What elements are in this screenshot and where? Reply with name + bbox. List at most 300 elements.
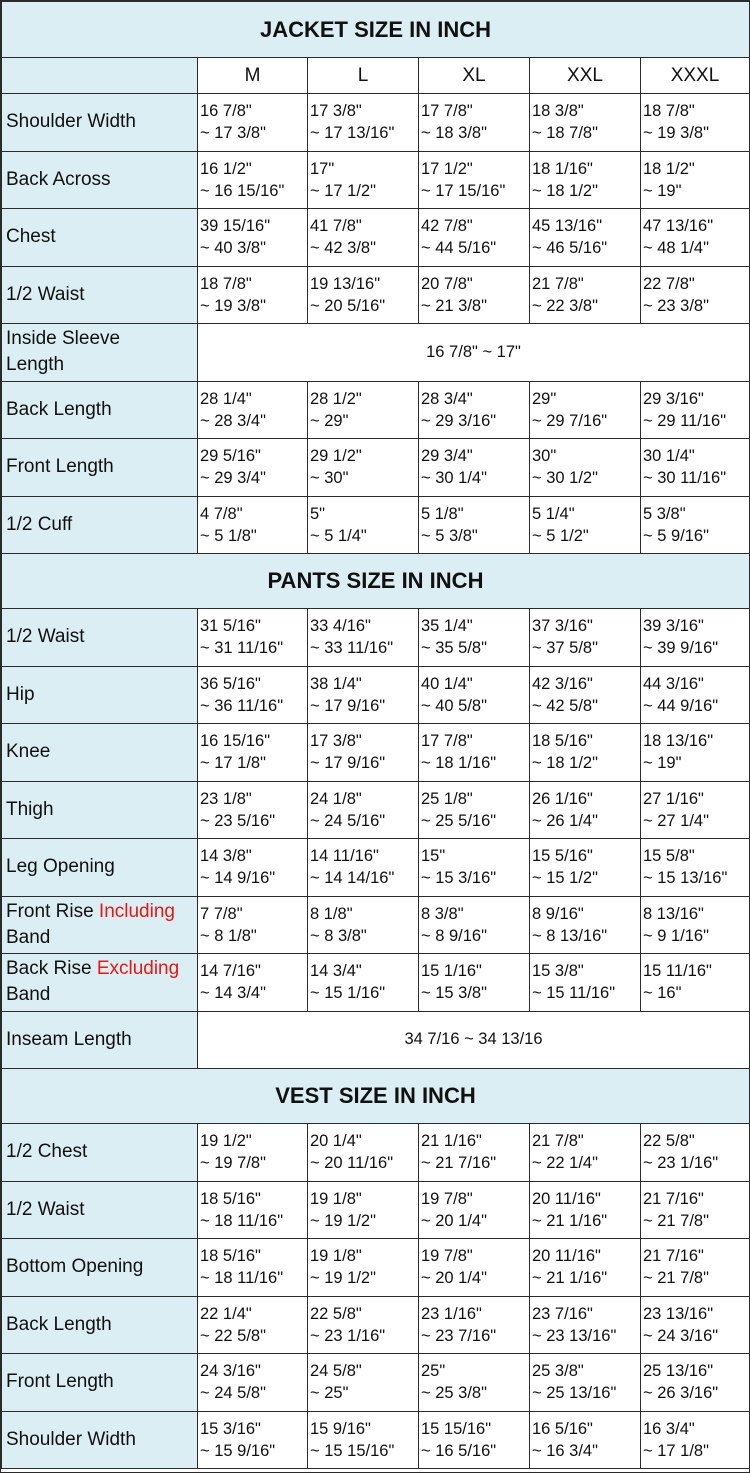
- size-table: [1, 1, 750, 1469]
- range-min: 21 1/16": [421, 1132, 482, 1151]
- value-cell: [198, 1239, 308, 1297]
- range-min: 16 1/2": [200, 159, 252, 178]
- range-max: ~ 39 9/16": [643, 639, 719, 658]
- range-min: 39 15/16": [200, 217, 271, 236]
- range-max: ~ 14 14/16": [310, 869, 395, 888]
- measurement-label: 1/2 Waist: [2, 1181, 198, 1239]
- range-max: ~ 15 3/8": [421, 984, 487, 1003]
- measurement-label: [2, 896, 198, 954]
- section-title: PANTS SIZE IN INCH: [2, 554, 750, 609]
- range-max: ~ 17 15/16": [421, 181, 506, 200]
- range-max: ~ 5 3/8": [421, 526, 478, 545]
- value-cell: [198, 266, 308, 324]
- size-header-m: M: [198, 58, 308, 94]
- value-cell: [641, 94, 750, 152]
- range-max: ~ 48 1/4": [643, 239, 709, 258]
- value-cell: [641, 954, 750, 1012]
- range-max: ~ 15 1/2": [532, 869, 598, 888]
- measurement-row: [2, 266, 750, 324]
- measurement-row: [2, 954, 750, 1012]
- label-line: Length: [6, 354, 65, 376]
- range-min: 8 1/8": [310, 904, 353, 923]
- label-line: Band: [6, 926, 51, 948]
- size-header-l: L: [308, 58, 419, 94]
- range-min: 20 11/16": [532, 1247, 601, 1266]
- size-header-xxl: XXL: [530, 58, 641, 94]
- measurement-row: [2, 1124, 750, 1182]
- value-cell: [641, 896, 750, 954]
- range-min: 15 9/16": [310, 1419, 371, 1438]
- range-min: 29 3/16": [643, 389, 704, 408]
- range-max: ~ 42 5/8": [532, 696, 598, 715]
- range-min: 16 5/16": [532, 1419, 593, 1438]
- range-min: 30 1/4": [643, 447, 695, 466]
- range-min: 4 7/8": [200, 504, 243, 523]
- value-cell: [530, 209, 641, 267]
- range-max: ~ 30": [310, 469, 349, 488]
- range-min: 21 7/8": [532, 274, 584, 293]
- value-cell: [419, 666, 530, 724]
- value-cell: [419, 724, 530, 782]
- value-cell: [419, 439, 530, 497]
- range-max: ~ 15 3/16": [421, 869, 497, 888]
- range-min: 16 7/8": [200, 102, 252, 121]
- value-cell: [530, 724, 641, 782]
- range-max: ~ 24 5/8": [200, 1384, 266, 1403]
- range-max: ~ 15 11/16": [532, 984, 616, 1003]
- range-min: 40 1/4": [421, 674, 473, 693]
- range-min: 15 11/16": [643, 962, 712, 981]
- range-max: ~ 29 7/16": [532, 411, 608, 430]
- range-max: ~ 40 5/8": [421, 696, 487, 715]
- range-min: 42 3/16": [532, 674, 593, 693]
- value-cell: [308, 666, 419, 724]
- range-max: ~ 23 7/16": [421, 1326, 497, 1345]
- value-cell: [308, 151, 419, 209]
- range-max: ~ 19 7/8": [200, 1154, 266, 1173]
- value-cell: [308, 781, 419, 839]
- value-cell: [530, 954, 641, 1012]
- range-max: ~ 22 3/8": [532, 296, 598, 315]
- measurement-label: Back Length: [2, 1296, 198, 1354]
- range-min: 20 7/8": [421, 274, 473, 293]
- range-max: ~ 19 3/8": [200, 296, 266, 315]
- range-max: ~ 17 13/16": [310, 124, 395, 143]
- range-min: 17 3/8": [310, 102, 362, 121]
- range-max: ~ 22 5/8": [200, 1326, 266, 1345]
- value-cell: [419, 1124, 530, 1182]
- value-cell: [530, 1239, 641, 1297]
- value-cell: [419, 896, 530, 954]
- measurement-row: [2, 439, 750, 497]
- value-cell: [308, 381, 419, 439]
- value-cell: [308, 839, 419, 897]
- range-max: ~ 16 3/4": [532, 1441, 598, 1460]
- value-cell: [308, 209, 419, 267]
- range-min: 14 3/8": [200, 847, 252, 866]
- range-min: 5 1/4": [532, 504, 575, 523]
- range-min: 22 7/8": [643, 274, 695, 293]
- range-max: ~ 23 5/16": [200, 811, 276, 830]
- range-max: ~ 44 5/16": [421, 239, 497, 258]
- range-max: ~ 18 7/8": [532, 124, 598, 143]
- range-max: ~ 17 9/16": [310, 754, 386, 773]
- range-max: ~ 23 1/16": [643, 1154, 719, 1173]
- range-min: 20 11/16": [532, 1189, 601, 1208]
- range-min: 17 7/8": [421, 102, 473, 121]
- section-title: JACKET SIZE IN INCH: [2, 2, 750, 58]
- value-cell: [530, 839, 641, 897]
- header-corner-cell: [2, 58, 198, 94]
- range-max: ~ 21 1/16": [532, 1269, 608, 1288]
- range-max: ~ 15 13/16": [643, 869, 728, 888]
- measurement-label: 1/2 Chest: [2, 1124, 198, 1182]
- value-cell: [641, 609, 750, 667]
- value-cell: [308, 266, 419, 324]
- label-line: Inside Sleeve: [6, 328, 121, 350]
- range-max: ~ 17 1/2": [310, 181, 376, 200]
- range-min: 33 4/16": [310, 617, 371, 636]
- value-cell: [308, 609, 419, 667]
- range-min: 23 1/16": [421, 1304, 482, 1323]
- range-max: ~ 8 1/8": [200, 926, 257, 945]
- value-cell: [530, 896, 641, 954]
- value-cell: [641, 266, 750, 324]
- range-min: 38 1/4": [310, 674, 362, 693]
- value-cell: [308, 94, 419, 152]
- value-cell: [530, 266, 641, 324]
- measurement-label: Hip: [2, 666, 198, 724]
- range-min: 44 3/16": [643, 674, 704, 693]
- range-max: ~ 17 3/8": [200, 124, 266, 143]
- range-max: ~ 18 11/16": [200, 1269, 284, 1288]
- range-max: ~ 19": [643, 754, 682, 773]
- value-cell: [641, 1296, 750, 1354]
- measurement-row: [2, 724, 750, 782]
- value-cell: [419, 1354, 530, 1412]
- range-min: 23 7/16": [532, 1304, 593, 1323]
- measurement-row: [2, 781, 750, 839]
- value-cell: [198, 1354, 308, 1412]
- range-max: ~ 37 5/8": [532, 639, 598, 658]
- range-min: 22 1/4": [200, 1304, 252, 1323]
- value-cell: [198, 439, 308, 497]
- value-cell: [419, 839, 530, 897]
- value-cell: [419, 1239, 530, 1297]
- range-max: ~ 25 13/16": [532, 1384, 617, 1403]
- label-line: Band: [6, 984, 51, 1006]
- range-min: 20 1/4": [310, 1132, 362, 1151]
- value-cell: [419, 781, 530, 839]
- measurement-row: [2, 1239, 750, 1297]
- range-max: ~ 21 7/8": [643, 1269, 709, 1288]
- label-text: Front Rise: [6, 900, 99, 922]
- range-min: 17 3/8": [310, 732, 362, 751]
- range-min: 47 13/16": [643, 217, 714, 236]
- range-min: 25": [421, 1362, 446, 1381]
- range-min: 15 5/16": [532, 847, 593, 866]
- measurement-row: [2, 324, 750, 382]
- measurement-label: Leg Opening: [2, 839, 198, 897]
- value-cell: [308, 1411, 419, 1469]
- range-min: 18 7/8": [643, 102, 695, 121]
- value-cell: [308, 496, 419, 554]
- range-max: ~ 21 3/8": [421, 296, 487, 315]
- value-cell: [308, 439, 419, 497]
- range-min: 8 9/16": [532, 904, 584, 923]
- range-min: 26 1/16": [532, 789, 593, 808]
- range-max: ~ 30 1/4": [421, 469, 487, 488]
- value-cell: [419, 496, 530, 554]
- range-max: ~ 35 5/8": [421, 639, 487, 658]
- section-title-row: [2, 554, 750, 609]
- measurement-label: 1/2 Waist: [2, 609, 198, 667]
- range-min: 25 13/16": [643, 1362, 714, 1381]
- range-min: 19 1/8": [310, 1247, 362, 1266]
- range-max: ~ 26 1/4": [532, 811, 598, 830]
- range-max: ~ 40 3/8": [200, 239, 266, 258]
- measurement-label: 1/2 Cuff: [2, 496, 198, 554]
- range-min: 19 13/16": [310, 274, 381, 293]
- range-max: ~ 25": [310, 1384, 349, 1403]
- measurement-row: [2, 151, 750, 209]
- value-cell: [419, 1181, 530, 1239]
- value-cell: [198, 1296, 308, 1354]
- range-max: ~ 24 3/16": [643, 1326, 719, 1345]
- measurement-label: Front Length: [2, 439, 198, 497]
- measurement-row: [2, 1181, 750, 1239]
- value-cell: [641, 1354, 750, 1412]
- value-cell: [530, 94, 641, 152]
- value-cell: [198, 1181, 308, 1239]
- measurement-label: Front Length: [2, 1354, 198, 1412]
- range-max: ~ 19 3/8": [643, 124, 709, 143]
- spanning-value-cell: 16 7/8" ~ 17": [198, 324, 750, 382]
- range-min: 24 5/8": [310, 1362, 362, 1381]
- range-min: 25 3/8": [532, 1362, 584, 1381]
- measurement-row: [2, 666, 750, 724]
- range-min: 25 1/8": [421, 789, 473, 808]
- measurement-label: Shoulder Width: [2, 94, 198, 152]
- range-min: 8 13/16": [643, 904, 704, 923]
- measurement-label: Bottom Opening: [2, 1239, 198, 1297]
- range-min: 18 5/16": [200, 1247, 261, 1266]
- range-max: ~ 21 7/8": [643, 1211, 709, 1230]
- range-min: 31 5/16": [200, 617, 261, 636]
- range-min: 15 5/8": [643, 847, 695, 866]
- value-cell: [641, 1181, 750, 1239]
- value-cell: [530, 609, 641, 667]
- range-max: ~ 17 9/16": [310, 696, 386, 715]
- range-min: 19 7/8": [421, 1189, 473, 1208]
- range-min: 23 1/8": [200, 789, 252, 808]
- measurement-row: [2, 94, 750, 152]
- range-max: ~ 46 5/16": [532, 239, 608, 258]
- range-max: ~ 5 1/2": [532, 526, 589, 545]
- range-min: 19 1/8": [310, 1189, 362, 1208]
- measurement-label: [2, 324, 198, 382]
- range-min: 15 15/16": [421, 1419, 492, 1438]
- range-min: 24 3/16": [200, 1362, 261, 1381]
- range-max: ~ 19 1/2": [310, 1211, 376, 1230]
- value-cell: [419, 1411, 530, 1469]
- range-max: ~ 21 7/16": [421, 1154, 497, 1173]
- range-max: ~ 8 3/8": [310, 926, 367, 945]
- value-cell: [198, 609, 308, 667]
- range-min: 21 7/8": [532, 1132, 584, 1151]
- range-min: 45 13/16": [532, 217, 603, 236]
- value-cell: [198, 496, 308, 554]
- value-cell: [308, 1181, 419, 1239]
- spanning-value-cell: 34 7/16 ~ 34 13/16: [198, 1011, 750, 1069]
- range-min: 14 3/4": [310, 962, 362, 981]
- range-max: ~ 20 1/4": [421, 1269, 487, 1288]
- range-min: 18 5/16": [532, 732, 593, 751]
- value-cell: [308, 1296, 419, 1354]
- range-max: ~ 23 3/8": [643, 296, 709, 315]
- range-min: 29": [532, 389, 557, 408]
- range-max: ~ 15 9/16": [200, 1441, 276, 1460]
- range-max: ~ 16 15/16": [200, 181, 285, 200]
- range-max: ~ 26 3/16": [643, 1384, 719, 1403]
- value-cell: [198, 94, 308, 152]
- measurement-label: 1/2 Waist: [2, 266, 198, 324]
- range-max: ~ 24 5/16": [310, 811, 386, 830]
- range-min: 16 15/16": [200, 732, 271, 751]
- measurement-row: [2, 1354, 750, 1412]
- range-max: ~ 25 3/8": [421, 1384, 487, 1403]
- size-header-row: [2, 58, 750, 94]
- measurement-row: [2, 1011, 750, 1069]
- size-header-xl: XL: [419, 58, 530, 94]
- label-highlight: Excluding: [96, 958, 180, 980]
- range-min: 29 1/2": [310, 447, 362, 466]
- range-max: ~ 31 11/16": [200, 639, 284, 658]
- range-min: 39 3/16": [643, 617, 704, 636]
- range-max: ~ 16 5/16": [421, 1441, 497, 1460]
- range-min: 18 3/8": [532, 102, 584, 121]
- value-cell: [530, 1296, 641, 1354]
- value-cell: [641, 151, 750, 209]
- range-min: 18 5/16": [200, 1189, 261, 1208]
- measurement-row: [2, 896, 750, 954]
- size-header-xxxl: XXXL: [641, 58, 750, 94]
- value-cell: [530, 1124, 641, 1182]
- range-max: ~ 18 1/16": [421, 754, 497, 773]
- range-min: 24 1/8": [310, 789, 362, 808]
- range-min: 41 7/8": [310, 217, 362, 236]
- label-line: [6, 899, 197, 925]
- range-max: ~ 29 3/4": [200, 469, 266, 488]
- range-min: 7 7/8": [200, 904, 243, 923]
- range-max: ~ 18 1/2": [532, 181, 598, 200]
- range-min: 8 3/8": [421, 904, 464, 923]
- value-cell: [530, 1181, 641, 1239]
- measurement-row: [2, 609, 750, 667]
- value-cell: [419, 94, 530, 152]
- value-cell: [308, 1239, 419, 1297]
- range-min: 28 3/4": [421, 389, 473, 408]
- range-min: 36 5/16": [200, 674, 261, 693]
- range-max: ~ 21 1/16": [532, 1211, 608, 1230]
- value-cell: [419, 151, 530, 209]
- range-max: ~ 17 1/8": [200, 754, 266, 773]
- value-cell: [641, 496, 750, 554]
- range-max: ~ 29 11/16": [643, 411, 727, 430]
- value-cell: [419, 381, 530, 439]
- value-cell: [641, 439, 750, 497]
- measurement-label: Shoulder Width: [2, 1411, 198, 1469]
- range-max: ~ 5 1/4": [310, 526, 367, 545]
- value-cell: [198, 381, 308, 439]
- value-cell: [198, 666, 308, 724]
- range-max: ~ 20 11/16": [310, 1154, 394, 1173]
- range-max: ~ 14 3/4": [200, 984, 266, 1003]
- value-cell: [641, 1124, 750, 1182]
- measurement-row: [2, 496, 750, 554]
- range-max: ~ 42 3/8": [310, 239, 376, 258]
- value-cell: [198, 781, 308, 839]
- value-cell: [419, 266, 530, 324]
- range-min: 18 1/16": [532, 159, 593, 178]
- range-max: ~ 23 13/16": [532, 1326, 617, 1345]
- range-max: ~ 28 3/4": [200, 411, 266, 430]
- value-cell: [198, 209, 308, 267]
- measurement-label: Inseam Length: [2, 1011, 198, 1069]
- section-title: VEST SIZE IN INCH: [2, 1069, 750, 1124]
- range-max: ~ 18 11/16": [200, 1211, 284, 1230]
- range-max: ~ 14 9/16": [200, 869, 276, 888]
- range-max: ~ 30 11/16": [643, 469, 727, 488]
- value-cell: [641, 1239, 750, 1297]
- range-max: ~ 5 1/8": [200, 526, 257, 545]
- range-min: 15 1/16": [421, 962, 482, 981]
- range-min: 17 7/8": [421, 732, 473, 751]
- value-cell: [641, 839, 750, 897]
- range-min: 14 7/16": [200, 962, 261, 981]
- section-title-row: [2, 2, 750, 58]
- measurement-row: [2, 839, 750, 897]
- range-max: ~ 19": [643, 181, 682, 200]
- range-max: ~ 44 9/16": [643, 696, 719, 715]
- range-min: 17 1/2": [421, 159, 473, 178]
- range-min: 5": [310, 504, 326, 523]
- range-min: 37 3/16": [532, 617, 593, 636]
- value-cell: [198, 151, 308, 209]
- label-text: Back Rise: [6, 958, 97, 980]
- range-min: 22 5/8": [643, 1132, 695, 1151]
- value-cell: [641, 724, 750, 782]
- range-min: 27 1/16": [643, 789, 704, 808]
- value-cell: [530, 381, 641, 439]
- value-cell: [530, 439, 641, 497]
- range-max: ~ 8 9/16": [421, 926, 487, 945]
- range-min: 17": [310, 159, 335, 178]
- measurement-row: [2, 209, 750, 267]
- value-cell: [641, 1411, 750, 1469]
- value-cell: [308, 954, 419, 1012]
- range-min: 14 11/16": [310, 847, 379, 866]
- range-min: 35 1/4": [421, 617, 473, 636]
- value-cell: [308, 1124, 419, 1182]
- range-min: 28 1/2": [310, 389, 362, 408]
- range-max: ~ 8 13/16": [532, 926, 608, 945]
- range-max: ~ 15 1/16": [310, 984, 386, 1003]
- range-max: ~ 5 9/16": [643, 526, 709, 545]
- value-cell: [419, 954, 530, 1012]
- value-cell: [419, 1296, 530, 1354]
- value-cell: [530, 496, 641, 554]
